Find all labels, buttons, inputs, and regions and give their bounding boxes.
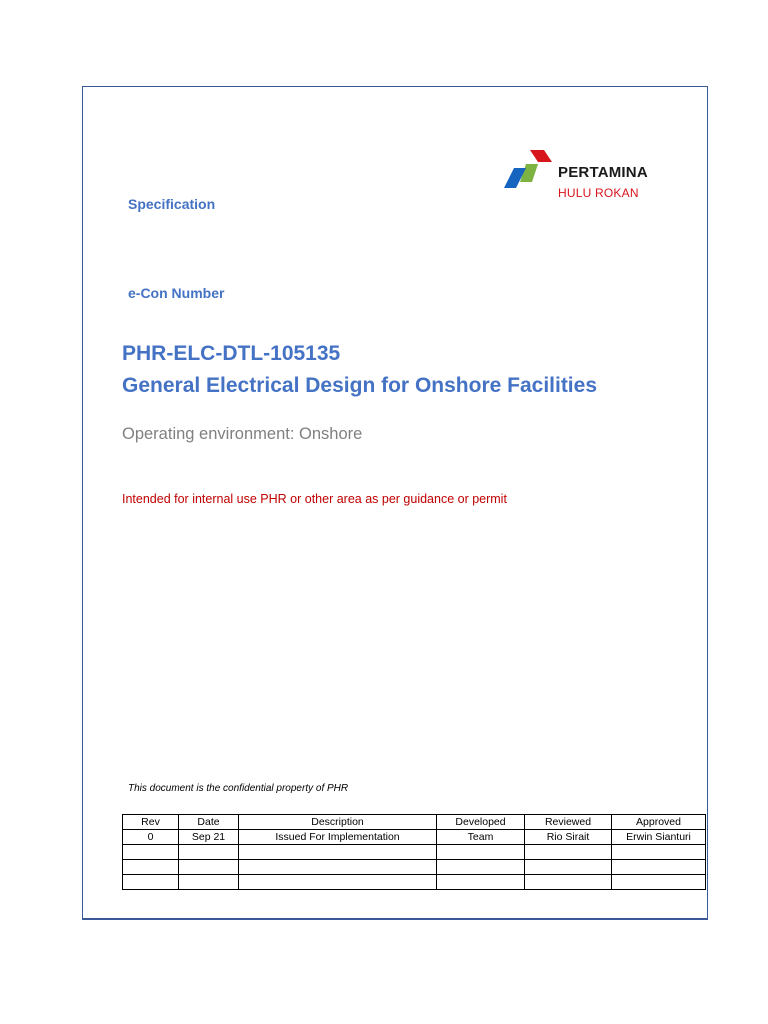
cell-reviewed: Rio Sirait	[525, 830, 612, 845]
table-row	[123, 875, 706, 890]
header-approved: Approved	[612, 815, 706, 830]
cell-reviewed	[525, 845, 612, 860]
cell-date	[179, 860, 239, 875]
table-row	[123, 845, 706, 860]
cell-rev: 0	[123, 830, 179, 845]
logo-subtitle: HULU ROKAN	[558, 186, 639, 200]
intended-use-notice: Intended for internal use PHR or other area as per guidance or permit	[122, 492, 507, 506]
document-number: PHR-ELC-DTL-105135	[122, 342, 341, 365]
cell-developed	[437, 860, 525, 875]
cell-description	[239, 845, 437, 860]
cell-reviewed	[525, 875, 612, 890]
revision-table	[122, 814, 706, 890]
cell-approved	[612, 845, 706, 860]
cell-date: Sep 21	[179, 830, 239, 845]
cell-developed: Team	[437, 830, 525, 845]
cell-rev	[123, 875, 179, 890]
pertamina-logo-icon	[500, 148, 556, 196]
logo-name: PERTAMINA	[558, 164, 648, 181]
cell-developed	[437, 845, 525, 860]
specification-label: Specification	[128, 196, 216, 212]
header-rev: Rev	[123, 815, 179, 830]
cell-reviewed	[525, 860, 612, 875]
cell-description	[239, 860, 437, 875]
econ-number-label: e-Con Number	[128, 285, 225, 301]
revision-table-header	[123, 815, 706, 830]
confidential-note: This document is the confidential property of PHR	[128, 783, 349, 794]
cell-approved	[612, 860, 706, 875]
cell-date	[179, 845, 239, 860]
document-title: General Electrical Design for Onshore Facilities	[122, 374, 598, 397]
cell-description	[239, 875, 437, 890]
cell-rev	[123, 860, 179, 875]
header-description: Description	[239, 815, 437, 830]
cell-date	[179, 875, 239, 890]
operating-environment: Operating environment: Onshore	[122, 425, 363, 443]
cell-approved	[612, 875, 706, 890]
cell-description: Issued For Implementation	[239, 830, 437, 845]
header-developed: Developed	[437, 815, 525, 830]
cell-rev	[123, 845, 179, 860]
cell-approved: Erwin Sianturi	[612, 830, 706, 845]
table-row	[123, 860, 706, 875]
header-reviewed: Reviewed	[525, 815, 612, 830]
pertamina-logo	[500, 148, 670, 204]
table-row	[123, 830, 706, 845]
header-date: Date	[179, 815, 239, 830]
cell-developed	[437, 875, 525, 890]
